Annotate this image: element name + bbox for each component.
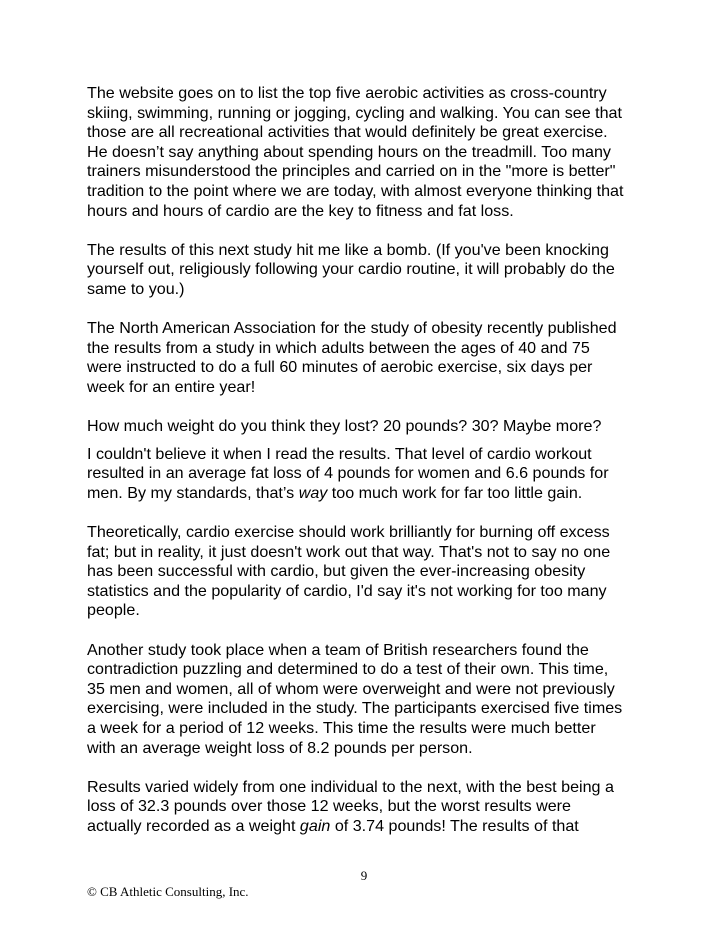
text-line: trainers misunderstood the principles and carried on in the "more is better" <box>87 162 616 181</box>
emphasis-text: gain <box>299 816 331 835</box>
emphasis-text: way <box>298 483 328 502</box>
paragraph <box>87 523 647 621</box>
text-line: a week for a period of 12 weeks. This time the results were much better <box>87 719 596 737</box>
text-line: exercising, were included in the study. The participants exercised five times <box>87 699 623 718</box>
text-line: yourself out, religiously following your cardio routine, it will probably do the <box>87 260 615 279</box>
text-line: has been successful with cardio, but given the ever-increasing obesity <box>87 562 586 581</box>
text-line: I couldn't believe it when I read the results. That level of cardio workout <box>87 444 592 463</box>
text-line: those are all recreational activities that would definitely be great exercise. <box>87 123 608 142</box>
page-number: 9 <box>360 868 368 883</box>
text-line: statistics and the popularity of cardio, I'd say it's not working for too many <box>87 581 607 600</box>
paragraph <box>87 445 647 504</box>
text-line: same to you.) <box>87 279 185 298</box>
text-line: people. <box>87 601 140 620</box>
paragraph <box>87 241 647 300</box>
paragraph <box>87 778 647 837</box>
text-line: The results of this next study hit me like a bomb. (If you've been knocking <box>87 240 609 259</box>
text-line: How much weight do you think they lost? 20 pounds? 30? Maybe more? <box>87 417 602 436</box>
text-line: 35 men and women, all of whom were overweight and were not previously <box>87 679 615 698</box>
footer-copyright: © CB Athletic Consulting, Inc. <box>87 884 249 899</box>
text-line: The website goes on to list the top five aerobic activities as cross-country <box>87 84 607 102</box>
paragraph <box>87 417 647 437</box>
text-run: of 3.74 pounds! The results of that <box>330 816 579 835</box>
body-text <box>87 84 647 856</box>
text-line: were instructed to do a full 60 minutes of aerobic exercise, six days per <box>87 358 593 377</box>
text-line <box>87 484 647 504</box>
text-line: hours and hours of cardio are the key to fitness and fat loss. <box>87 201 514 220</box>
text-line: Theoretically, cardio exercise should work brilliantly for burning off excess <box>87 523 610 542</box>
text-line: Results varied widely from one individual to the next, with the best being a <box>87 777 614 796</box>
text-line: Another study took place when a team of British researchers found the <box>87 640 589 659</box>
text-line: loss of 32.3 pounds over those 12 weeks, but the worst results were <box>87 797 571 816</box>
paragraph <box>87 641 647 759</box>
text-line: tradition to the point where we are today, with almost everyone thinking that <box>87 181 624 200</box>
text-run: too much work for far too little gain. <box>327 483 583 502</box>
text-line <box>87 817 647 837</box>
text-line: fat; but in reality, it just doesn't work out that way. That's not to say no one <box>87 542 611 561</box>
text-line: contradiction puzzling and determined to do a test of their own. This time, <box>87 660 609 679</box>
text-line: skiing, swimming, running or jogging, cycling and walking. You can see that <box>87 103 622 122</box>
text-line: with an average weight loss of 8.2 pounds per person. <box>87 738 473 757</box>
paragraph <box>87 319 647 397</box>
paragraph <box>87 84 647 221</box>
text-line: the results from a study in which adults between the ages of 40 and 75 <box>87 338 590 357</box>
text-run: men. By my standards, that’s <box>87 483 299 502</box>
text-line: week for an entire year! <box>87 377 256 396</box>
text-line: He doesn’t say anything about spending hours on the treadmill. Too many <box>87 142 611 161</box>
text-line: resulted in an average fat loss of 4 pounds for women and 6.6 pounds for <box>87 464 609 483</box>
text-line: The North American Association for the study of obesity recently published <box>87 319 617 338</box>
text-run: actually recorded as a weight <box>87 816 300 835</box>
